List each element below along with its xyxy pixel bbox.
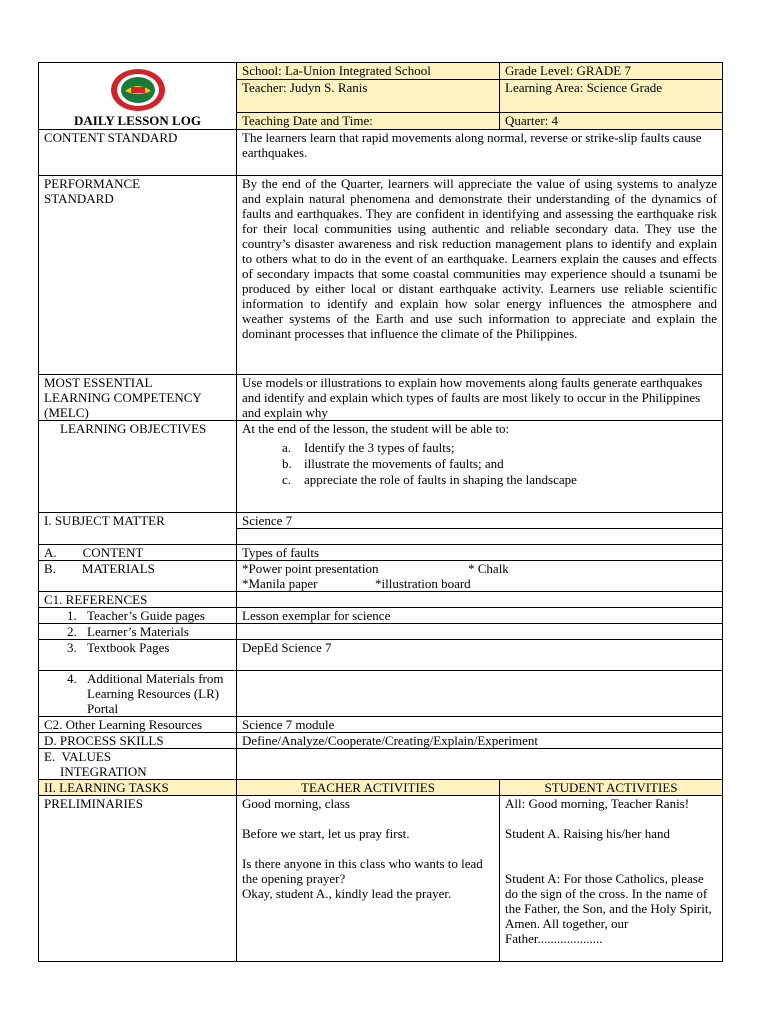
daily-lesson-log — [38, 62, 722, 962]
logo-cell — [39, 63, 237, 130]
other-resources-label: C2. Other Learning Resources — [39, 717, 237, 733]
empty-cell — [237, 592, 723, 608]
teacher-name: Teacher: Judyn S. Ranis — [237, 80, 500, 113]
materials-label: B. MATERIALS — [39, 561, 237, 592]
content-value: Types of faults — [237, 545, 723, 561]
lesson-log-table — [38, 62, 723, 962]
subject-matter-value: Science 7 — [237, 513, 723, 529]
preliminaries-label: PRELIMINARIES — [39, 796, 237, 962]
ref-textbook-value: DepEd Science 7 — [237, 640, 723, 671]
school-seal-icon — [109, 67, 167, 113]
materials-value: *Power point presentation * Chalk *Manila paper *illustration board — [237, 561, 723, 592]
teacher-activities: Good morning, class Before we start, let us pray first. Is there anyone in this class who wants to lead the opening prayer? Okay, student A., kindly lead the prayer. — [237, 796, 500, 962]
learning-area: Learning Area: Science Grade — [500, 80, 723, 113]
teacher-activities-header: TEACHER ACTIVITIES — [237, 780, 500, 796]
grade-level: Grade Level: GRADE 7 — [500, 63, 723, 80]
melc-label: MOST ESSENTIAL LEARNING COMPETENCY (MELC) — [39, 375, 237, 421]
content-standard-text: The learners learn that rapid movements along normal, reverse or strike-slip faults cause earthquakes. — [237, 130, 723, 176]
other-resources-value: Science 7 module — [237, 717, 723, 733]
ref-teachers-guide-value: Lesson exemplar for science — [237, 608, 723, 624]
ref-textbook-label: 3. Textbook Pages — [39, 640, 237, 671]
process-skills-label: D. PROCESS SKILLS — [39, 733, 237, 749]
objectives-list — [282, 440, 717, 487]
content-standard-label: CONTENT STANDARD — [39, 130, 237, 176]
subject-matter-label: I. SUBJECT MATTER — [39, 513, 237, 545]
ref-additional-label: 4. Additional Materials from Learning Resources (LR) Portal — [39, 671, 237, 717]
ref-teachers-guide-label: 1. Teacher’s Guide pages — [39, 608, 237, 624]
ref-learners-materials-label: 2. Learner’s Materials — [39, 624, 237, 640]
student-activities: All: Good morning, Teacher Ranis! Student A. Raising his/her hand Student A: For those Catholics, please do the sign of the cross. In the name of the Father, the Son, and the Holy Spirit, Amen. All together, our Father.................... — [500, 796, 723, 962]
student-activities-header: STUDENT ACTIVITIES — [500, 780, 723, 796]
content-label: A. CONTENT — [39, 545, 237, 561]
teaching-date: Teaching Date and Time: — [237, 112, 500, 129]
melc-text: Use models or illustrations to explain how movements along faults generate earthquakes and identify and explain which types of faults are most likely to occur in the Philippines and explain why — [237, 375, 723, 421]
process-skills-value: Define/Analyze/Cooperate/Creating/Explain/Experiment — [237, 733, 723, 749]
list-item: c. appreciate the role of faults in shaping the landscape — [282, 472, 577, 487]
learning-tasks-label: II. LEARNING TASKS — [39, 780, 237, 796]
empty-cell — [237, 749, 723, 780]
list-item: b. illustrate the movements of faults; and — [282, 456, 504, 471]
school-name: School: La-Union Integrated School — [237, 63, 500, 80]
performance-standard-text: By the end of the Quarter, learners will appreciate the value of using systems to analyze and explain natural phenomena and demonstrate their understanding of the dynamics of faults and earthquakes. They are confident in identifying and assessing the earthquake risk for their local communities using authentic and reliable secondary data. They use the country’s disaster awareness and risk reduction management plans to identify and explain to others what to do in the event of an earthquake. Learners explain the causes and effects of secondary impacts that some coastal communities may experience should a tsunami be produced by either local or distant earthquake activity. Learners use reliable scientific information to identify and explain how solar energy influences the atmosphere and weather systems of the Earth and use such information to appreciate and explain the dominant processes that influence the climate of the Philippines. — [237, 176, 723, 375]
references-label: C1. REFERENCES — [39, 592, 237, 608]
ref-learners-materials-value — [237, 624, 723, 640]
values-integration-label: E. VALUES INTEGRATION — [39, 749, 237, 780]
list-item: a. Identify the 3 types of faults; — [282, 440, 455, 455]
performance-standard-label: PERFORMANCE STANDARD — [39, 176, 237, 375]
empty-cell — [237, 529, 723, 545]
quarter: Quarter: 4 — [500, 112, 723, 129]
learning-objectives-label: LEARNING OBJECTIVES — [39, 421, 237, 513]
learning-objectives: At the end of the lesson, the student will be able to: a. Identify the 3 types of faults; b. illustrate the movements of faults; and c. appreciate the role of faults in shaping the landscape — [237, 421, 723, 513]
empty-cell — [237, 671, 723, 717]
document-title: DAILY LESSON LOG — [74, 113, 201, 128]
